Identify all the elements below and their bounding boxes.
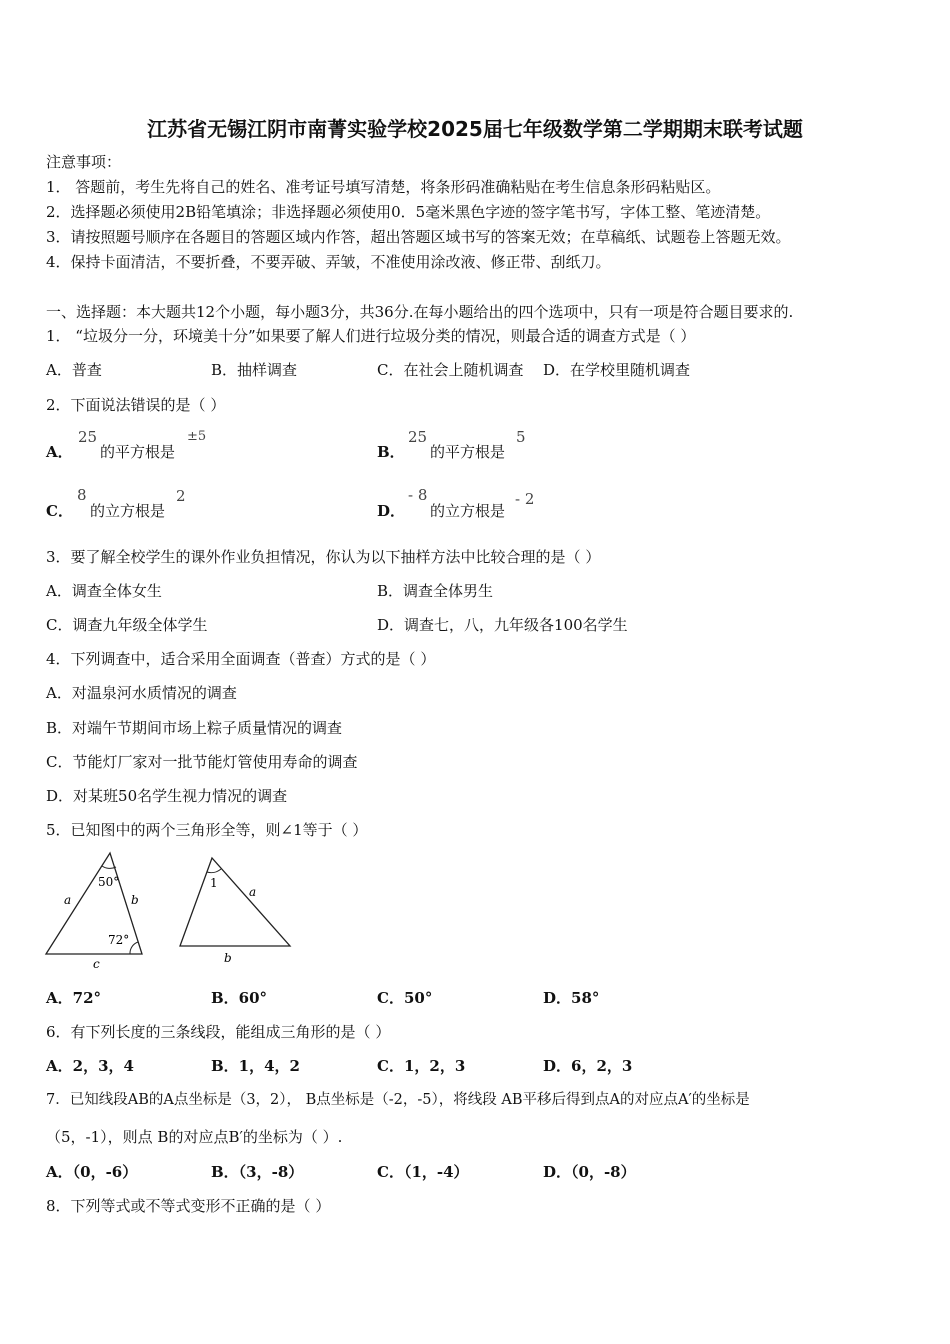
q3-stem: 3．要了解全校学生的课外作业负担情况，你认为以下抽样方法中比较合理的是（ ） (46, 548, 601, 566)
side-label: a (64, 893, 72, 907)
option-text: 的立方根是 (90, 502, 166, 520)
q6-option-a: A．2，3，4 (46, 1057, 134, 1075)
q5-option-d: D．58° (543, 989, 600, 1007)
q6-option-d: D．6，2，3 (543, 1057, 633, 1075)
option-number: 8 (77, 486, 87, 504)
notice-item: 1． 答题前，考生先将自己的姓名、准考证号填写清楚，将条形码准确粘贴在考生信息条形码粘贴区。 (46, 178, 721, 196)
page-title: 江苏省无锡江阴市南菁实验学校2025届七年级数学第二学期期末联考试题 (147, 117, 803, 141)
option-answer: 5 (516, 428, 526, 446)
q4-option-d: D．对某班50名学生视力情况的调查 (46, 787, 288, 805)
option-text: 的平方根是 (100, 443, 176, 461)
option-number: 25 (408, 428, 428, 446)
q7-option-b: B．（3，-8） (211, 1163, 304, 1181)
option-label: C． (46, 502, 73, 520)
q5-option-a: A．72° (46, 989, 102, 1007)
triangle-2 (180, 858, 290, 965)
q3-option-c: C．调查九年级全体学生 (46, 616, 208, 634)
q4-stem: 4．下列调查中，适合采用全面调查（普查）方式的是（ ） (46, 650, 436, 668)
option-answer: - 2 (515, 490, 535, 508)
q7-option-c: C．（1，-4） (377, 1163, 469, 1181)
q1-option-c: C．在社会上随机调查 (377, 361, 524, 379)
notice-item: 3．请按照题号顺序在各题目的答题区域内作答，超出答题区域书写的答案无效；在草稿纸、试题卷上答题无效。 (46, 228, 791, 246)
side-label: c (93, 957, 100, 971)
q2-stem: 2．下面说法错误的是（ ） (46, 396, 226, 414)
option-text: 的平方根是 (430, 443, 506, 461)
option-number: - 8 (408, 486, 428, 504)
side-label: b (131, 893, 139, 907)
q1-option-d: D．在学校里随机调查 (543, 361, 691, 379)
q7-option-d: D．（0，-8） (543, 1163, 636, 1181)
q1-option-a: A．普查 (46, 361, 102, 379)
q1-option-b: B．抽样调查 (211, 361, 298, 379)
option-answer: ±5 (187, 429, 207, 444)
q5-stem: 5．已知图中的两个三角形全等，则∠1等于（ ） (46, 821, 368, 839)
notice-item: 4．保持卡面清洁，不要折叠，不要弄破、弄皱，不准使用涂改液、修正带、刮纸刀。 (46, 253, 611, 271)
option-label: D． (377, 502, 406, 520)
q7-option-a: A．（0，-6） (46, 1163, 138, 1181)
section-heading: 一、选择题：本大题共12个小题，每小题3分，共36分.在每小题给出的四个选项中，只有一项是符合题目要求的. (46, 303, 794, 321)
q4-option-a: A．对温泉河水质情况的调查 (46, 684, 237, 702)
q6-option-b: B．1，4，2 (211, 1057, 300, 1075)
option-label: A． (46, 443, 73, 461)
angle-label: 72° (108, 933, 130, 947)
q3-option-a: A．调查全体女生 (46, 582, 162, 600)
q5-option-c: C．50° (377, 989, 433, 1007)
q6-stem: 6．有下列长度的三条线段，能组成三角形的是（ ） (46, 1023, 391, 1041)
side-label: b (224, 951, 232, 965)
notice-heading: 注意事项： (46, 153, 122, 171)
angle-label: 50° (98, 875, 120, 889)
triangle-1 (46, 853, 142, 971)
q8-stem: 8．下列等式或不等式变形不正确的是（ ） (46, 1197, 331, 1215)
q1-stem: 1． “垃圾分一分，环境美十分”如果要了解人们进行垃圾分类的情况，则最合适的调查方式是（ ） (46, 327, 696, 345)
option-number: 25 (78, 428, 98, 446)
q7-stem: 7．已知线段AB的A点坐标是（3，2）， B点坐标是（-2，-5），将线段 AB平移后得到点A的对应点A′的坐标是 (46, 1092, 750, 1108)
q6-option-c: C．1，2，3 (377, 1057, 466, 1075)
option-text: 的立方根是 (430, 502, 506, 520)
q7-stem-continued: （5，-1），则点 B的对应点B′的坐标为（ ）. (46, 1128, 343, 1146)
side-label: a (249, 885, 257, 899)
q4-option-c: C．节能灯厂家对一批节能灯管使用寿命的调查 (46, 753, 358, 771)
q3-option-d: D．调查七，八，九年级各100名学生 (377, 616, 628, 634)
q4-option-b: B．对端午节期间市场上粽子质量情况的调查 (46, 719, 343, 737)
notice-item: 2．选择题必须使用2B铅笔填涂；非选择题必须使用0．5毫米黑色字迹的签字笔书写，字体工整、笔迹清楚。 (46, 203, 771, 221)
q5-option-b: B．60° (211, 989, 268, 1007)
option-answer: 2 (176, 487, 186, 505)
q5-triangles-figure (40, 848, 310, 973)
option-label: B． (377, 443, 405, 461)
q3-option-b: B．调查全体男生 (377, 582, 494, 600)
angle-label: 1 (210, 876, 218, 890)
